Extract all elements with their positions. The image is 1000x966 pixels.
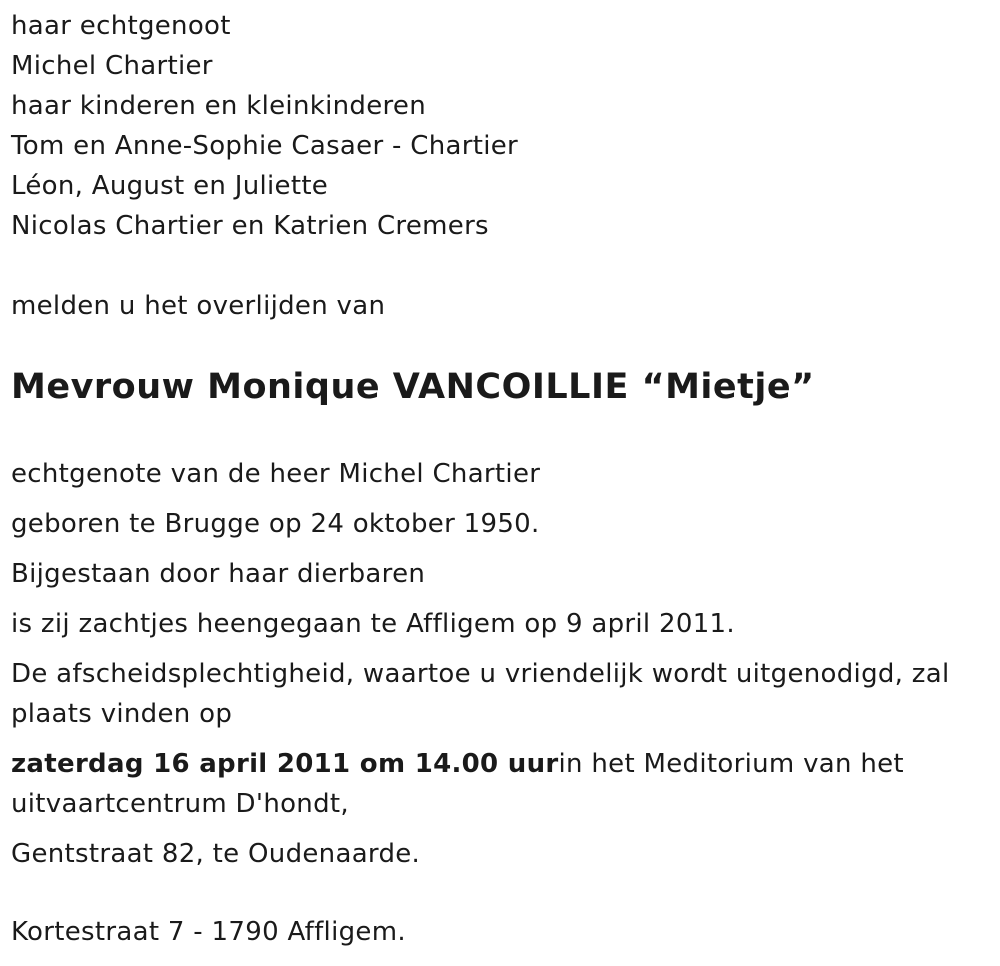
ceremony-date: zaterdag 16 april 2011 om 14.00 uur: [11, 749, 559, 779]
family-line: Michel Chartier: [11, 51, 213, 81]
ceremony-line: [11, 744, 971, 824]
passed-line: is zij zachtjes heengegaan te Affligem op 9 april 2011.: [11, 609, 735, 639]
spouse-line: echtgenote van de heer Michel Chartier: [11, 459, 541, 489]
family-line: haar echtgenoot: [11, 11, 231, 41]
family-line: Léon, August en Juliette: [11, 171, 329, 201]
family-address: Kortestraat 7 - 1790 Affligem.: [11, 917, 406, 947]
family-line: Tom en Anne-Sophie Casaer - Chartier: [11, 131, 519, 161]
family-line: Nicolas Chartier en Katrien Cremers: [11, 211, 489, 241]
ceremony-street: Gentstraat 82, te Oudenaarde.: [11, 839, 421, 869]
supported-line: Bijgestaan door haar dierbaren: [11, 559, 426, 589]
birth-line: geboren te Brugge op 24 oktober 1950.: [11, 509, 540, 539]
family-line: haar kinderen en kleinkinderen: [11, 91, 426, 121]
invitation-line: De afscheidsplechtigheid, waartoe u vriendelijk wordt uitgenodigd, zal plaats vinden op: [11, 659, 950, 729]
announcement-text: melden u het overlijden van: [11, 291, 386, 321]
deceased-name: Mevrouw Monique VANCOILLIE “Mietje”: [11, 367, 815, 407]
obituary-details: [11, 454, 971, 884]
family-list: [11, 6, 518, 246]
ceremony-place: in het Meditorium van het uitvaartcentrum D'hondt,: [11, 749, 904, 819]
